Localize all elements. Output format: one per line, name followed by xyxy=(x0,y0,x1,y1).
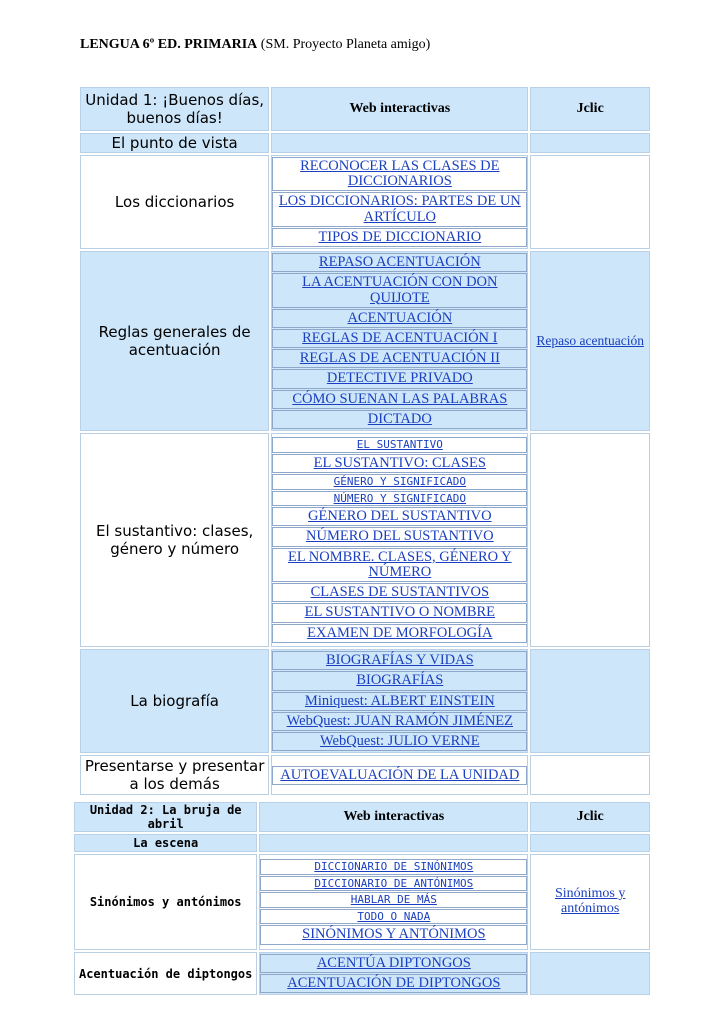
unit1-links-cell xyxy=(271,251,528,431)
unit1-topic: El punto de vista xyxy=(80,133,269,153)
web-link[interactable]: REGLAS DE ACENTUACIÓN I xyxy=(302,329,498,346)
unit2-col-web: Web interactivas xyxy=(259,802,528,832)
unit2-web-empty xyxy=(259,834,528,852)
unit2-jclic-cell xyxy=(530,854,650,950)
unit1-topic: El sustantivo: clases, género y número xyxy=(80,433,269,647)
web-link[interactable]: EXAMEN DE MORFOLOGÍA xyxy=(307,624,493,641)
web-link[interactable]: DICTADO xyxy=(367,410,432,427)
header-rest: (SM. Proyecto Planeta amigo) xyxy=(257,37,431,52)
web-link[interactable]: GÉNERO DEL SUSTANTIVO xyxy=(308,508,492,525)
unit2-links-cell xyxy=(259,854,528,950)
unit2-topic: Acentuación de diptongos xyxy=(74,952,257,995)
web-link[interactable]: REGLAS DE ACENTUACIÓN II xyxy=(299,350,500,367)
web-link[interactable]: EL SUSTANTIVO: CLASES xyxy=(313,454,486,471)
web-link[interactable]: Miniquest: ALBERT EINSTEIN xyxy=(304,692,495,709)
web-link[interactable]: WebQuest: JUAN RAMÓN JIMÉNEZ xyxy=(286,712,514,729)
web-link[interactable]: RECONOCER LAS CLASES DE DICCIONARIOS xyxy=(300,158,500,190)
web-link[interactable]: ACENTUACIÓN DE DIPTONGOS xyxy=(287,975,501,992)
web-link[interactable]: EL NOMBRE. CLASES, GÉNERO Y NÚMERO xyxy=(287,548,512,580)
unit1-jclic-empty xyxy=(530,155,650,249)
web-link[interactable]: BIOGRAFÍAS xyxy=(356,672,444,689)
unit1-topic: Reglas generales de acentuación xyxy=(80,251,269,431)
unit2-jclic-empty xyxy=(530,834,650,852)
unit1-jclic-cell xyxy=(530,251,650,431)
unit1-jclic-empty xyxy=(530,133,650,153)
jclic-link[interactable]: Repaso acentuación xyxy=(536,332,644,348)
unit2-table xyxy=(72,800,652,997)
unit1-topic: Los diccionarios xyxy=(80,155,269,249)
unit1-links-cell xyxy=(271,649,528,753)
unit1-col-jclic: Jclic xyxy=(530,87,650,131)
web-link[interactable]: CÓMO SUENAN LAS PALABRAS xyxy=(292,390,508,407)
unit1-topic: La biografía xyxy=(80,649,269,753)
header-bold: LENGUA 6º ED. PRIMARIA xyxy=(80,37,258,52)
web-link[interactable]: ACENTUACIÓN xyxy=(347,309,453,326)
web-link[interactable]: DICCIONARIO DE ANTÓNIMOS xyxy=(314,876,474,890)
unit1-web-empty xyxy=(271,133,528,153)
unit1-title: Unidad 1: ¡Buenos días, buenos días! xyxy=(80,87,269,131)
web-link[interactable]: EL SUSTANTIVO xyxy=(356,438,443,452)
unit1-links-cell xyxy=(271,755,528,795)
unit2-topic: Sinónimos y antónimos xyxy=(74,854,257,950)
web-link[interactable]: GÉNERO Y SIGNIFICADO xyxy=(333,475,467,489)
unit1-jclic-empty xyxy=(530,649,650,753)
web-link[interactable]: AUTOEVALUACIÓN DE LA UNIDAD xyxy=(280,766,520,783)
unit2-jclic-empty xyxy=(530,952,650,995)
web-link[interactable]: ACENTÚA DIPTONGOS xyxy=(316,955,471,971)
jclic-link[interactable]: Sinónimos y antónimos xyxy=(554,886,626,916)
web-link[interactable]: EL SUSTANTIVO O NOMBRE xyxy=(304,604,496,621)
web-link[interactable]: NÚMERO DEL SUSTANTIVO xyxy=(306,528,494,545)
web-link[interactable]: DICCIONARIO DE SINÓNIMOS xyxy=(314,860,474,874)
web-link[interactable]: DETECTIVE PRIVADO xyxy=(326,370,473,387)
unit1-jclic-empty xyxy=(530,433,650,647)
web-link[interactable]: TIPOS DE DICCIONARIO xyxy=(318,228,482,245)
web-link[interactable]: LOS DICCIONARIOS: PARTES DE UN ARTÍCULO xyxy=(278,193,521,225)
web-link[interactable]: CLASES DE SUSTANTIVOS xyxy=(310,584,490,601)
unit1-topic: Presentarse y presentar a los demás xyxy=(80,755,269,795)
web-link[interactable]: REPASO ACENTUACIÓN xyxy=(318,254,481,271)
web-link[interactable]: BIOGRAFÍAS Y VIDAS xyxy=(325,652,474,669)
unit1-links-cell xyxy=(271,155,528,249)
unit1-links-cell xyxy=(271,433,528,647)
unit1-table xyxy=(78,85,652,797)
web-link[interactable]: WebQuest: JULIO VERNE xyxy=(319,732,480,749)
web-link[interactable]: TODO O NADA xyxy=(357,909,431,923)
unit2-links-cell xyxy=(259,952,528,995)
unit1-col-web: Web interactivas xyxy=(271,87,528,131)
unit2-col-jclic: Jclic xyxy=(530,802,650,832)
unit2-topic: La escena xyxy=(74,834,257,852)
unit2-title: Unidad 2: La bruja de abril xyxy=(74,802,257,832)
page-header xyxy=(80,37,430,53)
web-link[interactable]: HABLAR DE MÁS xyxy=(350,893,437,907)
web-link[interactable]: LA ACENTUACIÓN CON DON QUIJOTE xyxy=(302,274,498,306)
web-link[interactable]: SINÓNIMOS Y ANTÓNIMOS xyxy=(302,926,486,943)
unit1-jclic-empty xyxy=(530,755,650,795)
web-link[interactable]: NÚMERO Y SIGNIFICADO xyxy=(333,491,467,505)
